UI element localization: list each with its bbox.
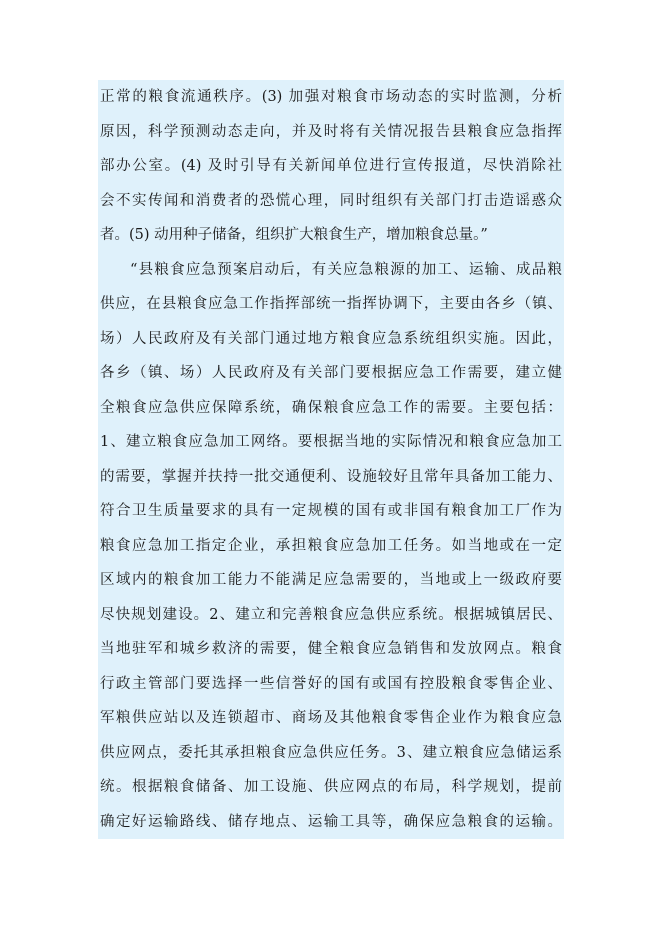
text-line: 各乡（镇、场）人民政府及有关部门要根据应急工作需要，建立健 xyxy=(100,365,562,381)
text-line: 部办公室。(4) 及时引导有关新闻单位进行宣传报道，尽快消除社 xyxy=(100,158,562,174)
text-line: 者。(5) 动用种子储备，组织扩大粮食生产，增加粮食总量。” xyxy=(100,227,488,243)
text-line: 全粮食应急供应保障系统，确保粮食应急工作的需要。主要包括： xyxy=(100,399,562,416)
text-line: 军粮供应站以及连锁超市、商场及其他粮食零售企业作为粮食应急 xyxy=(100,710,562,726)
text-line: 粮食应急加工指定企业，承担粮食应急加工任务。如当地或在一定 xyxy=(100,537,562,554)
text-line: 符合卫生质量要求的具有一定规模的国有或非国有粮食加工厂作为 xyxy=(100,503,562,519)
text-line: 正常的粮食流通秩序。(3) 加强对粮食市场动态的实时监测，分析 xyxy=(100,89,562,105)
text-line: 场）人民政府及有关部门通过地方粮食应急系统组织实施。因此， xyxy=(100,330,562,347)
text-line: “县粮食应急预案启动后，有关应急粮源的加工、运输、成品粮 xyxy=(130,261,562,278)
text-line: 当地驻军和城乡救济的需要，健全粮食应急销售和发放网点。粮食 xyxy=(100,641,562,657)
text-line: 行政主管部门要选择一些信誉好的国有或国有控股粮食零售企业、 xyxy=(100,675,562,692)
text-line: 的需要，掌握并扶持一批交通便利、设施较好且常年具备加工能力、 xyxy=(100,468,562,485)
text-line: 1、建立粮食应急加工网络。要根据当地的实际情况和粮食应急加工 xyxy=(100,434,562,450)
highlighted-text-block xyxy=(98,80,564,839)
text-line: 供应，在县粮食应急工作指挥部统一指挥协调下，主要由各乡（镇、 xyxy=(100,296,562,312)
text-line: 供应网点，委托其承担粮食应急供应任务。3、建立粮食应急储运系 xyxy=(100,744,562,761)
paragraph-2 xyxy=(98,253,564,840)
text-line: 区域内的粮食加工能力不能满足应急需要的，当地或上一级政府要 xyxy=(100,572,562,588)
text-line: 确定好运输路线、储存地点、运输工具等，确保应急粮食的运输。 xyxy=(100,813,562,830)
text-line: 会不实传闻和消费者的恐慌心理，同时组织有关部门打击造谣惑众 xyxy=(100,192,562,209)
text-line: 统。根据粮食储备、加工设施、供应网点的布局，科学规划，提前 xyxy=(100,779,562,795)
paragraph-1 xyxy=(98,80,564,253)
text-line: 原因，科学预测动态走向，并及时将有关情况报告县粮食应急指挥 xyxy=(100,123,562,140)
text-line: 尽快规划建设。2、建立和完善粮食应急供应系统。根据城镇居民、 xyxy=(100,606,562,623)
